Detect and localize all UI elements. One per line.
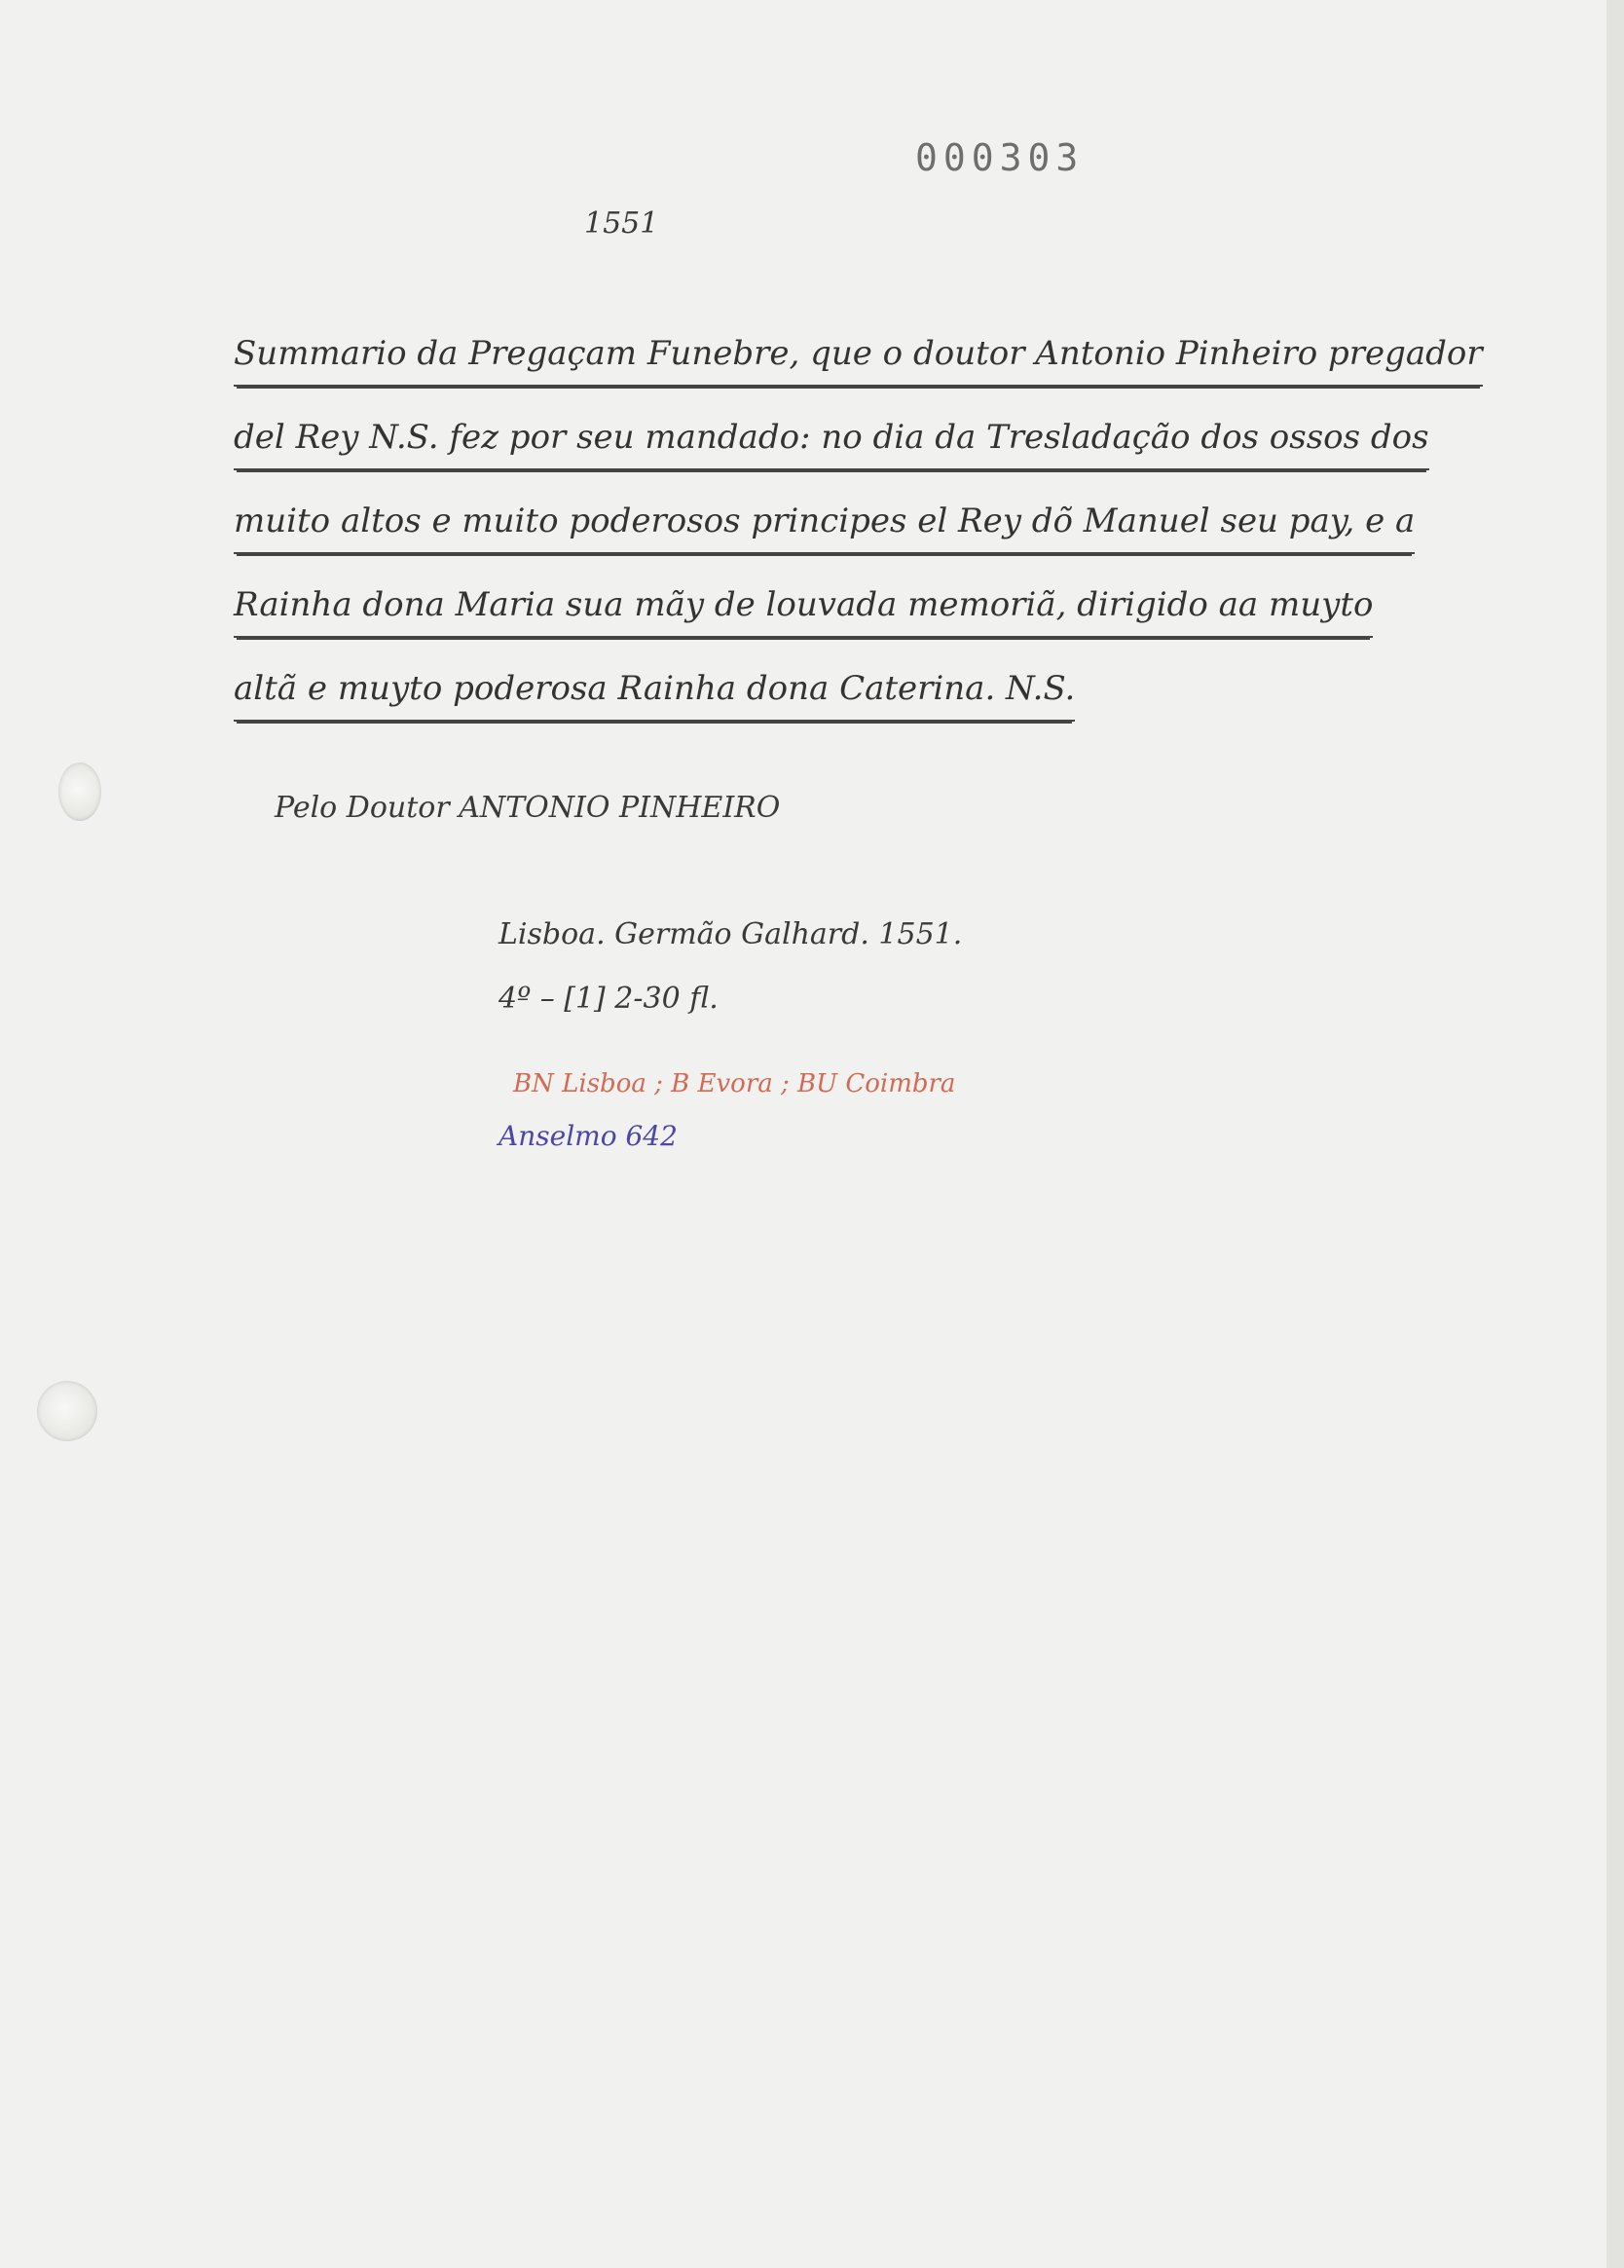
punch-hole-bottom bbox=[37, 1381, 97, 1441]
title-line bbox=[234, 494, 1470, 577]
title-line bbox=[234, 410, 1470, 494]
title-line-text: Rainha dona Maria sua mãy de louvada memoriã, dirigido aa muyto bbox=[234, 577, 1373, 638]
title-line bbox=[234, 326, 1483, 410]
title-line bbox=[234, 661, 1470, 745]
punch-hole-top bbox=[58, 762, 101, 821]
title-block bbox=[234, 326, 1483, 745]
format-line: 4º – [1] 2-30 fl. bbox=[498, 982, 719, 1016]
title-line-text: muito altos e muito poderosos principes el Rey dõ Manuel seu pay, e a bbox=[234, 494, 1415, 554]
title-line bbox=[234, 577, 1470, 661]
imprint-line: Lisboa. Germão Galhard. 1551. bbox=[498, 917, 963, 951]
bibliographic-reference: Anselmo 642 bbox=[498, 1120, 678, 1152]
title-line-text: del Rey N.S. fez por seu mandado: no dia da Tresladação dos ossos dos bbox=[234, 410, 1429, 470]
title-line-text: altã e muyto poderosa Rainha dona Caterina. N.S. bbox=[234, 661, 1075, 722]
library-holdings: BN Lisboa ; B Evora ; BU Coimbra bbox=[513, 1069, 956, 1098]
year-heading: 1551 bbox=[584, 206, 659, 241]
stamp-number: 000303 bbox=[915, 136, 1085, 179]
page-edge bbox=[1606, 0, 1624, 2268]
title-line-text: Summario da Pregaçam Funebre, que o doutor Antonio Pinheiro pregador bbox=[234, 326, 1483, 387]
author-line: Pelo Doutor ANTONIO PINHEIRO bbox=[275, 791, 781, 825]
